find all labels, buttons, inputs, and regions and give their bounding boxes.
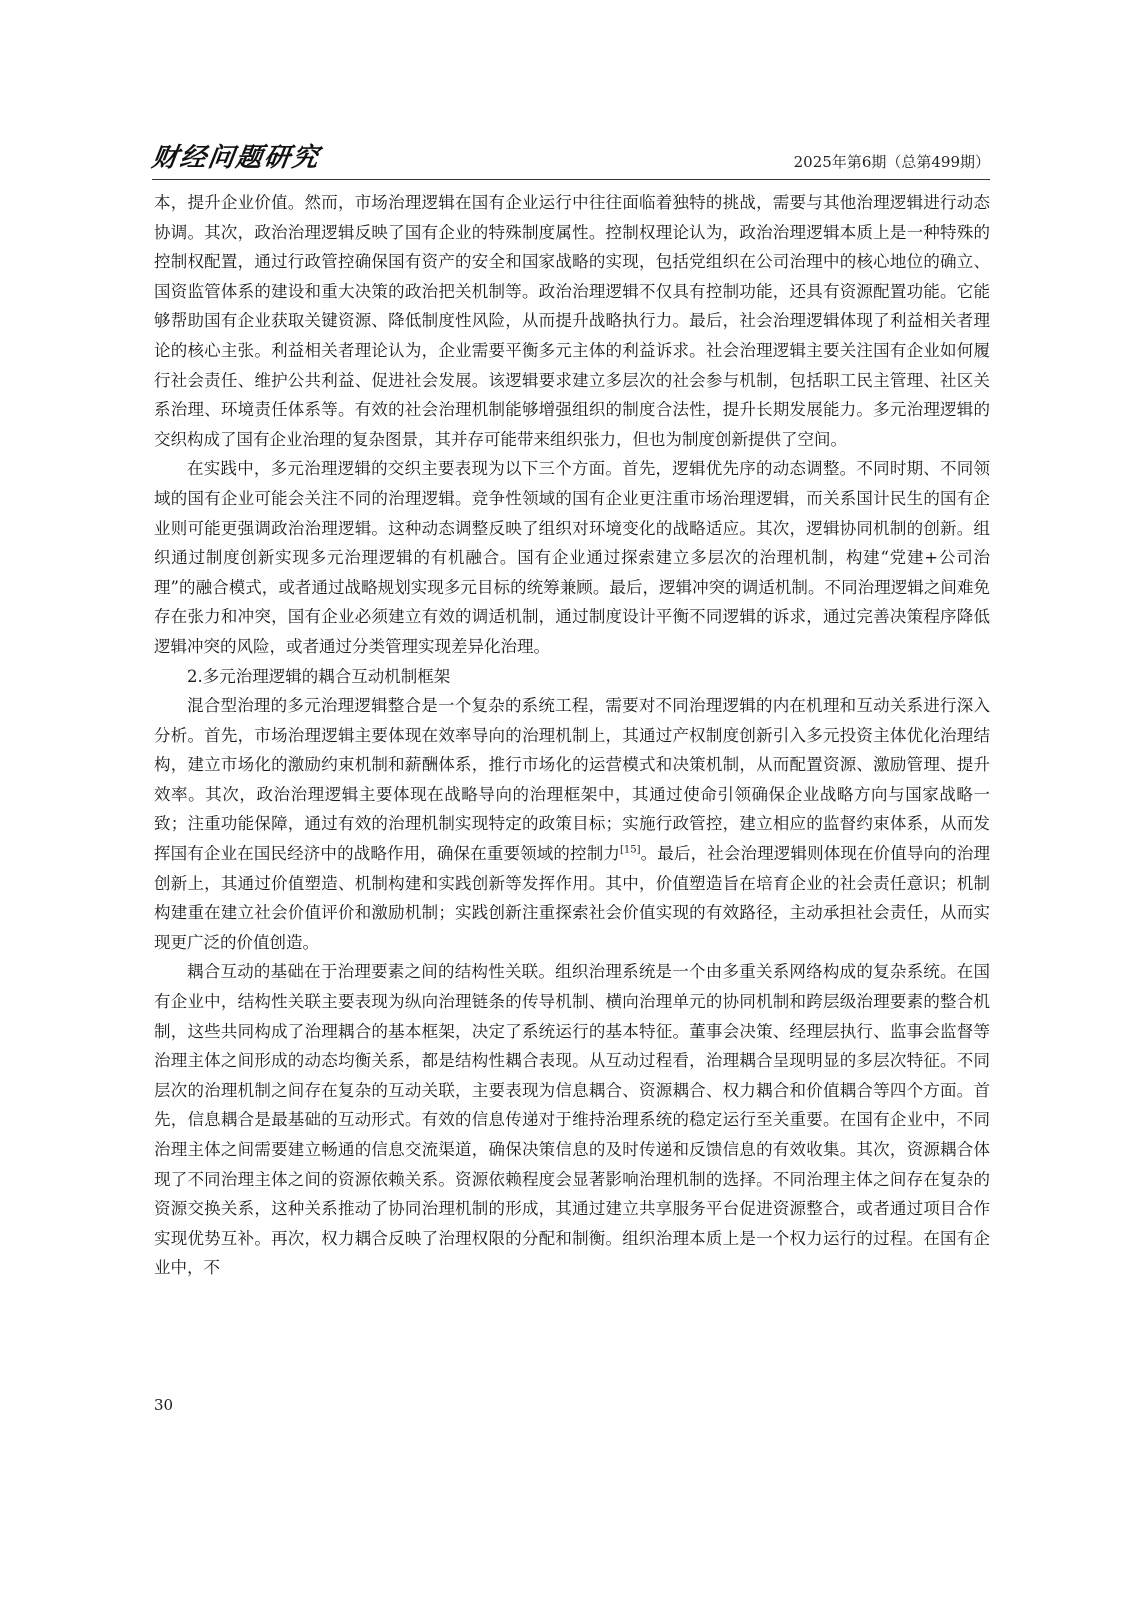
header-rule [152, 179, 990, 180]
article-body [154, 188, 990, 1283]
running-header [149, 142, 990, 178]
journal-logo: 财经问题研究 [149, 143, 323, 173]
paragraph: 在实践中，多元治理逻辑的交织主要表现为以下三个方面。首先，逻辑优先序的动态调整。不同时期、不同领域的国有企业可能会关注不同的治理逻辑。竞争性领域的国有企业更注重市场治理逻辑，而关系国计民生的国有企业则可能更强调政治治理逻辑。这种动态调整反映了组织对环境变化的战略适应。其次，逻辑协同机制的创新。组织通过制度创新实现多元治理逻辑的有机融合。国有企业通过探索建立多层次的治理机制，构建“党建+公司治理”的融合模式，或者通过战略规划实现多元目标的统筹兼顾。最后，逻辑冲突的调适机制。不同治理逻辑之间难免存在张力和冲突，国有企业必须建立有效的调适机制，通过制度设计平衡不同逻辑的诉求，通过完善决策程序降低逻辑冲突的风险，或者通过分类管理实现差异化治理。 [154, 459, 990, 656]
paragraph-continuation: 本，提升企业价值。然而，市场治理逻辑在国有企业运行中往往面临着独特的挑战，需要与其他治理逻辑进行动态协调。其次，政治治理逻辑反映了国有企业的特殊制度属性。控制权理论认为，政治治理逻辑本质上是一种特殊的控制权配置，通过行政管控确保国有资产的安全和国家战略的实现，包括党组织在公司治理中的核心地位的确立、国资监管体系的建设和重大决策的政治把关机制等。政治治理逻辑不仅具有控制功能，还具有资源配置功能。它能够帮助国有企业获取关键资源、降低制度性风险，从而提升战略执行力。最后，社会治理逻辑体现了利益相关者理论的核心主张。利益相关者理论认为，企业需要平衡多元主体的利益诉求。社会治理逻辑主要关注国有企业如何履行社会责任、维护公共利益、促进社会发展。该逻辑要求建立多层次的社会参与机制，包括职工民主管理、社区关系治理、环境责任体系等。有效的社会治理机制能够增强组织的制度合法性，提升长期发展能力。多元治理逻辑的交织构成了国有企业治理的复杂图景，其并存可能带来组织张力，但也为制度创新提供了空间。 [154, 193, 990, 449]
paragraph-text: 混合型治理的多元治理逻辑整合是一个复杂的系统工程，需要对不同治理逻辑的内在机理和互动关系进行深入分析。首先，市场治理逻辑主要体现在效率导向的治理机制上，其通过产权制度创新引入多元投资主体优化治理结构，建立市场化的激励约束机制和薪酬体系，推行市场化的运营模式和决策机制，从而配置资源、激励管理、提升效率。其次，政治治理逻辑主要体现在战略导向的治理框架中，其通过使命引领确保企业战略方向与国家战略一致；注重功能保障，通过有效的治理机制实现特定的政策目标；实施行政管控，建立相应的监督约束体系，从而发挥国有企业在国民经济中的战略作用，确保在重要领域的控制力 [154, 696, 990, 864]
paragraph-with-citation [154, 691, 990, 957]
paragraph: 耦合互动的基础在于治理要素之间的结构性关联。组织治理系统是一个由多重关系网络构成的复杂系统。在国有企业中，结构性关联主要表现为纵向治理链条的传导机制、横向治理单元的协同机制和跨层级治理要素的整合机制，这些共同构成了治理耦合的基本框架，决定了系统运行的基本特征。董事会决策、经理层执行、监事会监督等治理主体之间形成的动态均衡关系，都是结构性耦合表现。从互动过程看，治理耦合呈现明显的多层次特征。不同层次的治理机制之间存在复杂的互动关联，主要表现为信息耦合、资源耦合、权力耦合和价值耦合等四个方面。首先，信息耦合是最基础的互动形式。有效的信息传递对于维持治理系统的稳定运行至关重要。在国有企业中，不同治理主体之间需要建立畅通的信息交流渠道，确保决策信息的及时传递和反馈信息的有效收集。其次，资源耦合体现了不同治理主体之间的资源依赖关系。资源依赖程度会显著影响治理机制的选择。不同治理主体之间存在复杂的资源交换关系，这种关系推动了协同治理机制的形成，其通过建立共享服务平台促进资源整合，或者通过项目合作实现优势互补。再次，权力耦合反映了治理权限的分配和制衡。组织治理本质上是一个权力运行的过程。在国有企业中，不 [154, 962, 990, 1278]
page-number: 30 [154, 1396, 174, 1414]
paragraph-text: 。最后，社会治理逻辑则体现在价值导向的治理创新上，其通过价值塑造、机制构建和实践创新等发挥作用。其中，价值塑造旨在培育企业的社会责任意识；机制构建重在建立社会价值评价和激励机制；实践创新注重探索社会价值实现的有效路径，主动承担社会责任，从而实现更广泛的价值创造。 [154, 844, 991, 952]
citation-marker: [15] [619, 844, 641, 856]
issue-info: 2025年第6期（总第499期） [793, 153, 990, 171]
section-subheading: 2.多元治理逻辑的耦合互动机制框架 [187, 666, 451, 686]
